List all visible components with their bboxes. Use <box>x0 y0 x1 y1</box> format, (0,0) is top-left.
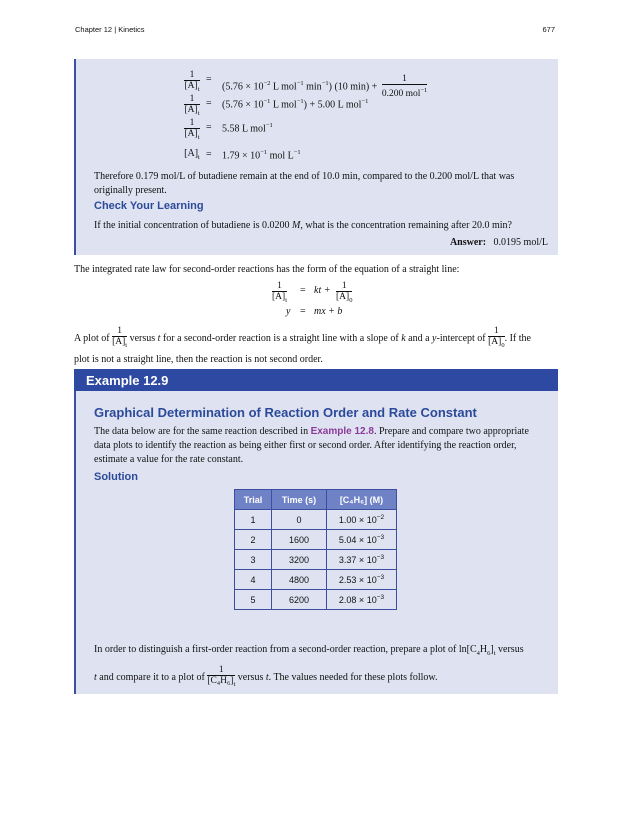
second-order-equation: $\frac{1}{[A]_t}$ = kt + $\frac{1}{[A]_0}$ <box>272 281 353 304</box>
example-12-8-link[interactable]: Example 12.8 <box>310 426 374 437</box>
header-time: Time (s) <box>272 490 327 510</box>
check-your-learning-title: Check Your Learning <box>94 200 204 212</box>
page-header <box>75 25 555 39</box>
plot-description: A plot of $\frac{1}{[A]_t}$ versus t for a second-order reaction is a straight line with a slope of k and a y-intercept of $\frac{1}{[A]_0}$ . If the plot is not a straight line, then the reaction is not second order. <box>74 326 531 365</box>
equation-row-1: $\frac{1}{[A]_t}$ = ($5.76 \times 10^{-2}$ L mol$^{-1}$ $\min^{-1}$) (10 min) + $\frac{1}{0.200 mol^{-1}}$ <box>184 70 428 100</box>
equation-row-3: $\frac{1}{[A]_t}$ = 5.58 L mol$^{-1}$ <box>184 118 273 141</box>
chapter-label: Chapter 12 | Kinetics <box>75 25 145 34</box>
header-trial: Trial <box>235 490 272 510</box>
header-concentration: [C₄H₆] (M) <box>327 490 397 510</box>
table-row: 3 3200 $3.37 \times 10^{-3}$ <box>235 550 397 570</box>
check-question: If the initial concentration of butadiene is 0.0200 M, what is the concentration remaining after 20.0 min? <box>94 220 512 231</box>
example-title: Graphical Determination of Reaction Order and Rate Constant <box>94 405 477 420</box>
example-label: Example 12.9 <box>86 373 169 388</box>
data-table <box>234 489 397 610</box>
equation-row-2: $\frac{1}{[A]_t}$ = ($5.76 \times 10^{-1}$ L mol$^{-1}$) + 5.00 L mol$^{-1}$ <box>184 94 369 117</box>
example-prompt: The data below are for the same reaction described in Example 12.8. Prepare and compare two appropriate data plots to identify the reaction as being either first or second order. After identifying the reaction order, estimate a value for the rate constant. <box>94 426 529 465</box>
intro-text: The integrated rate law for second-order reactions has the form of the equation of a straight line: <box>74 264 460 275</box>
table-row: 2 1600 $5.04 \times 10^{-3}$ <box>235 530 397 550</box>
table-row: 1 0 $1.00 \times 10^{-2}$ <box>235 510 397 530</box>
solution-title: Solution <box>94 471 138 483</box>
table-row: 5 6200 $2.08 \times 10^{-3}$ <box>235 590 397 610</box>
equation-row-4: $[A]_t$ = $1.79 \times 10^{-1}$ mol $L^{-1}$ <box>184 148 301 162</box>
example-header <box>74 369 558 391</box>
page-number: 677 <box>542 25 555 34</box>
therefore-text: Therefore 0.179 mol/L of butadiene remain at the end of 10.0 min, compared to the 0.200 mol/L that was originally present. <box>94 171 515 196</box>
answer: Answer: 0.0195 mol/L <box>449 237 548 248</box>
plot-instructions: In order to distinguish a first-order reaction from a second-order reaction, prepare a plot of $\ln[C_4H_6]_t$ versus t and compare it to a plot of $\frac{1}{[C_4H_6]_t}$ versus t. The values needed for these plots follow. <box>94 644 524 688</box>
table-row: 4 4800 $2.53 \times 10^{-3}$ <box>235 570 397 590</box>
